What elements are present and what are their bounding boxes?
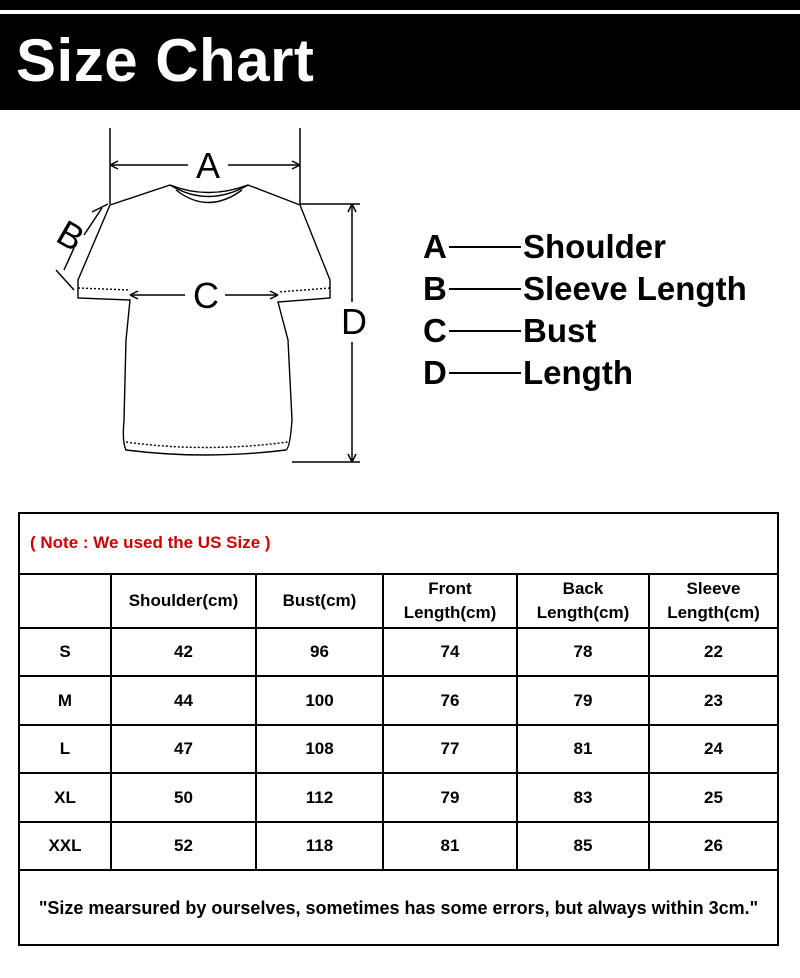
page-title: Size Chart — [16, 27, 315, 94]
back-length-cell: 85 — [517, 822, 649, 870]
legend-dash — [449, 372, 521, 374]
legend-meaning: Length — [523, 354, 633, 391]
size-cell: M — [19, 676, 111, 724]
legend-dash — [449, 246, 521, 248]
table-row — [19, 725, 778, 773]
legend-row-a — [423, 226, 793, 268]
table-row — [19, 773, 778, 821]
size-cell: XXL — [19, 822, 111, 870]
measurement-legend — [423, 226, 793, 394]
sleeve-length-cell: 23 — [649, 676, 778, 724]
legend-dash — [449, 288, 521, 290]
sleeve-length-cell: 25 — [649, 773, 778, 821]
legend-letter: B — [423, 270, 447, 307]
front-length-cell: 74 — [383, 628, 517, 676]
column-header-sleeve-length: Sleeve Length(cm) — [649, 574, 778, 629]
shoulder-cell: 47 — [111, 725, 256, 773]
table-row — [19, 822, 778, 870]
shoulder-cell: 44 — [111, 676, 256, 724]
front-length-cell: 81 — [383, 822, 517, 870]
sleeve-length-cell: 24 — [649, 725, 778, 773]
legend-meaning: Sleeve Length — [523, 270, 747, 307]
tshirt-outline-icon — [78, 185, 330, 455]
label-a: A — [196, 145, 221, 186]
legend-meaning: Shoulder — [523, 228, 667, 265]
shoulder-cell: 50 — [111, 773, 256, 821]
bust-cell: 108 — [256, 725, 383, 773]
column-header-bust: Bust(cm) — [256, 574, 383, 629]
legend-row-b — [423, 268, 793, 310]
legend-row-d — [423, 352, 793, 394]
column-header-front-length: Front Length(cm) — [383, 574, 517, 629]
back-length-cell: 79 — [517, 676, 649, 724]
shoulder-cell: 42 — [111, 628, 256, 676]
legend-meaning: Bust — [523, 312, 597, 349]
back-length-cell: 83 — [517, 773, 649, 821]
size-cell: XL — [19, 773, 111, 821]
front-length-cell: 77 — [383, 725, 517, 773]
bust-cell: 100 — [256, 676, 383, 724]
bust-cell: 112 — [256, 773, 383, 821]
column-header-back-length: Back Length(cm) — [517, 574, 649, 629]
label-b: B — [50, 211, 92, 260]
legend-letter: D — [423, 354, 447, 391]
table-row — [19, 628, 778, 676]
header-divider — [0, 10, 800, 14]
size-cell: L — [19, 725, 111, 773]
back-length-cell: 78 — [517, 628, 649, 676]
front-length-cell: 79 — [383, 773, 517, 821]
legend-row-c — [423, 310, 793, 352]
front-length-cell: 76 — [383, 676, 517, 724]
tshirt-diagram — [30, 120, 400, 480]
bust-cell: 96 — [256, 628, 383, 676]
size-cell: S — [19, 628, 111, 676]
column-header-size — [19, 574, 111, 629]
legend-letter: A — [423, 228, 447, 265]
column-header-shoulder: Shoulder(cm) — [111, 574, 256, 629]
sleeve-length-cell: 26 — [649, 822, 778, 870]
bust-cell: 118 — [256, 822, 383, 870]
shoulder-cell: 52 — [111, 822, 256, 870]
table-row — [19, 676, 778, 724]
header-bar — [0, 0, 800, 110]
legend-dash — [449, 330, 521, 332]
label-d: D — [341, 301, 367, 342]
legend-letter: C — [423, 312, 447, 349]
size-note: ( Note : We used the US Size ) — [19, 513, 778, 574]
back-length-cell: 81 — [517, 725, 649, 773]
measurement-disclaimer: "Size mearsured by ourselves, sometimes has some errors, but always within 3cm." — [19, 870, 778, 945]
size-table — [18, 512, 779, 946]
label-c: C — [193, 275, 219, 316]
sleeve-length-cell: 22 — [649, 628, 778, 676]
